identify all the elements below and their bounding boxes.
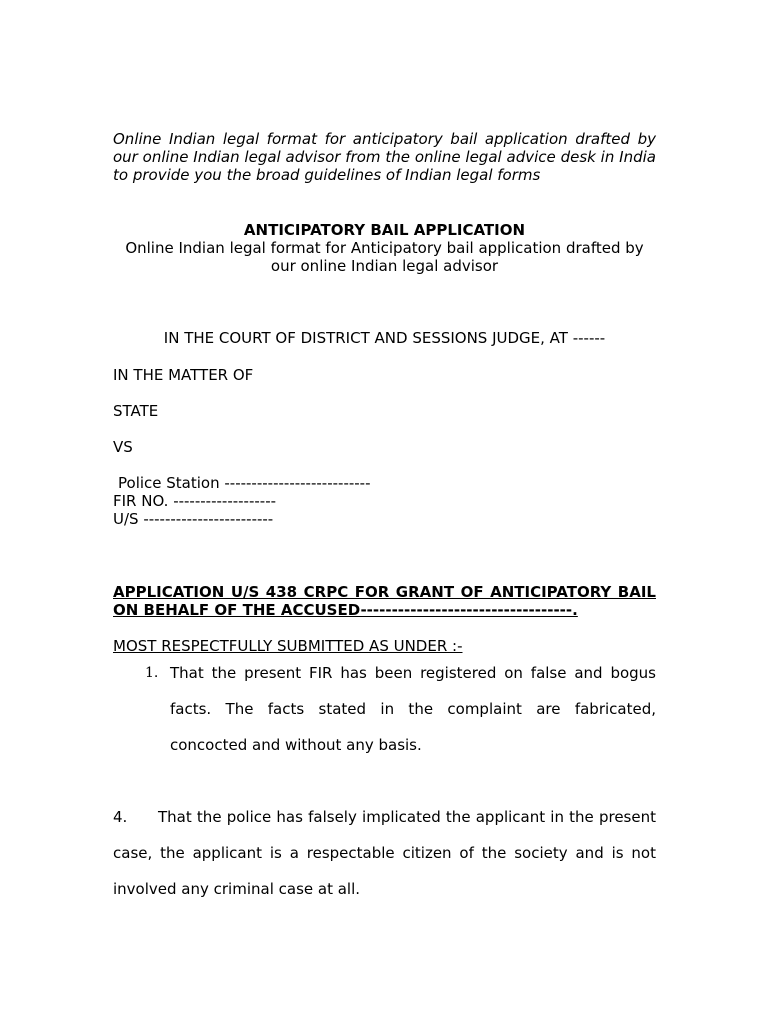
police-station-field: Police Station --------------------------- <box>118 474 371 492</box>
document-title: ANTICIPATORY BAIL APPLICATION <box>243 221 526 239</box>
list-item-text: That the present FIR has been registered on false and bogus facts. The facts stated in the complaint are fabricated, concocted and without any basis. <box>170 664 656 754</box>
list-item-text: That the police has falsely implicated the applicant in the present case, the applicant is a respectable citizen of the society and is not involved any criminal case at all. <box>113 808 656 898</box>
versus: VS <box>113 438 133 456</box>
list-item <box>145 655 656 763</box>
intro-paragraph: Online Indian legal format for anticipatory bail application drafted by our online Indian legal advisor from the online legal advice desk in India to provide you the broad guidelines of Indian legal forms <box>113 130 656 184</box>
document-subtitle: Online Indian legal format for Anticipatory bail application drafted by our online Indian legal advisor <box>125 239 644 275</box>
court-line: IN THE COURT OF DISTRICT AND SESSIONS JUDGE, AT ------ <box>163 329 606 347</box>
list-item <box>113 799 656 907</box>
section-field: U/S ------------------------ <box>113 510 274 528</box>
list-item-number: 4. <box>113 808 128 826</box>
application-heading: APPLICATION U/S 438 CRPC FOR GRANT OF ANTICIPATORY BAIL ON BEHALF OF THE ACCUSED----------------------------------. <box>113 583 656 619</box>
list-item-number: 1. <box>145 665 159 681</box>
party-state: STATE <box>113 402 159 420</box>
in-the-matter-of: IN THE MATTER OF <box>113 366 254 384</box>
fir-number-field: FIR NO. ------------------- <box>113 492 277 510</box>
submission-heading: MOST RESPECTFULLY SUBMITTED AS UNDER :- <box>113 637 463 655</box>
